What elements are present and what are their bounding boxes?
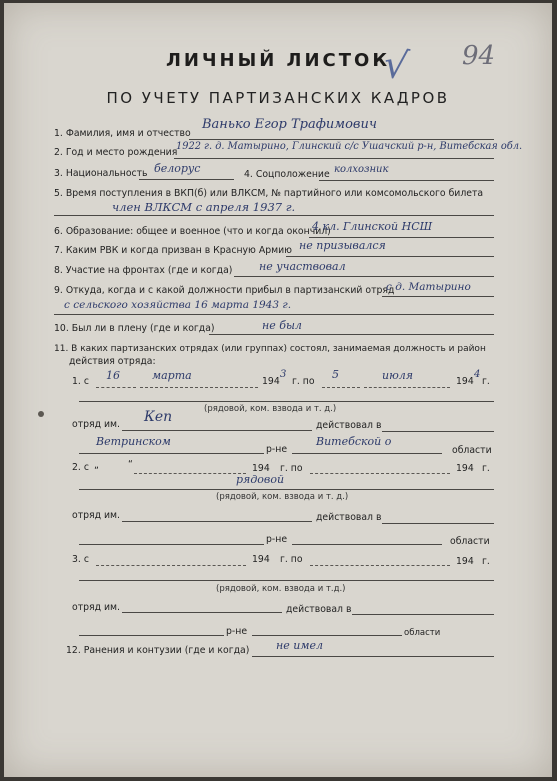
service-2-position-caption: (рядовой, ком. взвода и т. д.) [216,492,349,502]
service-3-to: г. по [280,554,303,565]
service-1-rne: р-не [266,444,288,455]
service-2-to-year-prefix: 194 [456,463,474,474]
field-value-wounds: не имел [276,639,323,652]
service-1-day: 16 [106,369,120,382]
service-3-oblasti: области [404,628,441,638]
service-1-year-digit: 3 [280,369,287,380]
field-value-social: колхозник [334,164,389,175]
field-label-party: 5. Время поступления в ВКП(б) или ВЛКСМ, № партийного или комсомольского билета [54,188,484,199]
service-2-quote-open: „ [94,460,99,471]
check-mark: √ [381,41,412,89]
service-1-otryad-value: Кеп [144,409,173,425]
field-label-social: 4. Соцположение [244,169,330,180]
field-label-education: 6. Образование: общее и военное (что и когда окончил) [54,226,331,237]
service-3-year-prefix: 194 [252,554,270,565]
service-1-acted: действовал в [316,420,382,431]
page-number: 94 [462,41,496,71]
service-2-rne: р-не [266,534,288,545]
field-value-arrival-date: с сельского хозяйства 16 марта 1943 г. [64,299,292,311]
service-1-to-year-prefix: 194 [456,376,474,387]
field-value-nationality: белорус [154,162,201,175]
field-label-captivity: 10. Был ли в плену (где и когда) [54,323,215,334]
service-2-position-value: рядовой [236,473,285,486]
service-2-to: г. по [280,463,303,474]
service-2-quote-close: “ [128,459,133,470]
field-value-fronts: не участвовал [259,260,346,273]
service-3-to-year-prefix: 194 [456,556,474,567]
service-1-year-prefix: 194 [262,376,280,387]
document-sheet [4,3,552,777]
field-label-wounds: 12. Ранения и контузии (где и когда) [66,645,250,656]
service-1-g: г. [482,376,490,387]
service-1-from: 1. с [72,376,89,387]
field-label-fronts: 8. Участие на фронтах (где и когда) [54,265,233,276]
service-3-rne: р-не [226,626,248,637]
field-value-name: Ванько Егор Трафимович [202,117,377,132]
field-value-birth: 1922 г. д. Матырино, Глинский с/с Ушачский р-н, Витебская обл. [176,141,523,152]
service-3-otryad-label: отряд им. [72,602,120,613]
field-label-arrival: 9. Откуда, когда и с какой должности прибыл в партизанский отряд [54,285,395,296]
document-title: ЛИЧНЫЙ ЛИСТОК [165,50,391,71]
service-1-to-day: 5 [332,368,339,381]
service-1-to: г. по [292,376,315,387]
service-3-g: г. [482,556,490,567]
service-2-g: г. [482,463,490,474]
punch-hole [38,411,44,417]
service-1-oblast-value: Витебской о [316,435,392,448]
service-2-from: 2. с [72,462,89,473]
field-value-captivity: не был [262,319,302,332]
field-label-units-cont: действия отряда: [69,356,156,367]
service-1-month: марта [152,369,192,382]
field-label-birth: 2. Год и место рождения [54,147,178,158]
field-label-conscription: 7. Каким РВК и когда призван в Красную Армию [54,245,292,256]
field-label-name: 1. Фамилия, имя и отчество [54,128,191,139]
service-3-from: 3. с [72,554,89,565]
service-2-year-prefix: 194 [252,463,270,474]
service-1-to-year-digit: 4 [474,369,481,380]
field-value-conscription: не призывался [299,239,386,252]
service-1-district-value: Ветринском [96,435,171,448]
service-1-to-month: июля [382,369,414,382]
service-1-oblasti: области [452,445,492,456]
service-3-acted: действовал в [286,604,352,615]
field-value-party: член ВЛКСМ с апреля 1937 г. [112,200,296,214]
field-value-arrival-place: с д. Матырино [386,281,471,293]
field-value-education: 4 кл. Глинской НСШ [312,220,433,233]
field-label-nationality: 3. Национальность [54,168,148,179]
field-label-units: 11. В каких партизанских отрядах (или группах) состоял, занимаемая должность и район [54,344,486,354]
service-2-oblasti: области [450,536,490,547]
service-2-acted: действовал в [316,512,382,523]
service-2-otryad-label: отряд им. [72,510,120,521]
service-3-position-caption: (рядовой, ком. взвода и т.д.) [216,584,346,594]
service-1-otryad-label: отряд им. [72,419,120,430]
document-subtitle: ПО УЧЕТУ ПАРТИЗАНСКИХ КАДРОВ [106,89,450,107]
service-1-position-caption: (рядовой, ком. взвода и т. д.) [204,404,337,414]
